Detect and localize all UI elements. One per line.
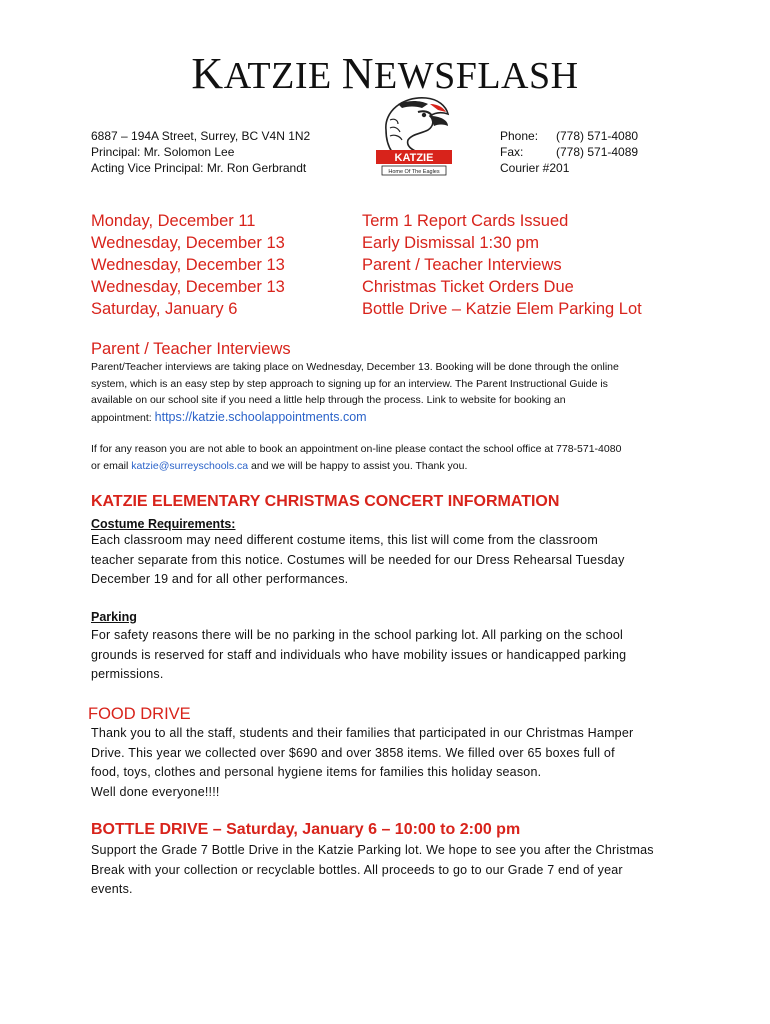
food-drive-text-line: Thank you to all the staff, students and their families that participated in our Christmas Hamper <box>91 726 634 740</box>
interviews-contact-line: If for any reason you are not able to book an appointment on-line please contact the school office at 778-571-4080 <box>91 443 622 455</box>
food-drive-text-line: food, toys, clothes and personal hygiene items for families this holiday season. <box>91 765 542 779</box>
food-drive-paragraph <box>91 724 633 802</box>
food-drive-text-line: Well done everyone!!!! <box>91 784 220 799</box>
courier-line: Courier #201 <box>500 161 570 175</box>
vice-principal-line: Acting Vice Principal: Mr. Ron Gerbrandt <box>91 161 307 175</box>
interviews-contact-paragraph <box>91 441 621 474</box>
event-date: Wednesday, December 13 <box>91 278 285 296</box>
fax-label: Fax: <box>500 145 524 159</box>
event-name: Christmas Ticket Orders Due <box>362 278 574 296</box>
phone-value: (778) 571-4080 <box>556 129 639 143</box>
parking-text-line: permissions. <box>91 667 164 681</box>
title-initial-k: K <box>191 49 224 98</box>
bottle-drive-text-line: events. <box>91 882 133 896</box>
principal-line: Principal: Mr. Solomon Lee <box>91 145 235 159</box>
address-line: 6887 – 194A Street, Surrey, BC V4N 1N2 <box>91 129 311 143</box>
interviews-text-line: available on our school site if you need a little help through the process. Link to website for booking an <box>91 394 566 406</box>
bottle-drive-text-line: Support the Grade 7 Bottle Drive in the Katzie Parking lot. We hope to see you after the Christmas <box>91 843 654 857</box>
food-drive-heading: FOOD DRIVE <box>88 705 191 723</box>
logo-tagline: Home Of The Eagles <box>388 169 440 175</box>
interviews-text-line: system, which is an easy step by step approach to signing up for an interview. The Parent Instructional Guide is <box>91 377 608 390</box>
interviews-text-line <box>91 409 619 427</box>
title-katzie-rest: ATZIE <box>223 55 342 97</box>
school-contact-block <box>500 128 638 176</box>
title-newsflash-rest: EWSFLASH <box>374 55 579 97</box>
costume-paragraph <box>91 531 625 590</box>
event-name: Early Dismissal 1:30 pm <box>362 234 539 252</box>
concert-heading: KATZIE ELEMENTARY CHRISTMAS CONCERT INFORMATION <box>91 493 560 510</box>
email-prefix: or email <box>91 459 132 472</box>
event-date: Wednesday, December 13 <box>91 256 285 274</box>
event-date: Monday, December 11 <box>91 212 256 230</box>
booking-link[interactable]: https://katzie.schoolappointments.com <box>154 409 367 424</box>
event-name: Term 1 Report Cards Issued <box>362 212 569 230</box>
event-name: Parent / Teacher Interviews <box>362 256 562 274</box>
katzie-eagle-logo <box>368 90 460 178</box>
bottle-drive-heading: BOTTLE DRIVE – Saturday, January 6 – 10:00 to 2:00 pm <box>91 821 521 838</box>
food-drive-text-line: Drive. This year we collected over $690 and over 3858 items. We filled over 65 boxes full of <box>91 745 615 760</box>
fax-value: (778) 571-4089 <box>556 145 639 159</box>
email-suffix: and we will be happy to assist you. Thank you. <box>248 459 468 472</box>
interviews-text-line: Parent/Teacher interviews are taking place on Wednesday, December 13. Booking will be done through the online <box>91 361 619 373</box>
phone-label: Phone: <box>500 129 539 143</box>
parking-text-line: For safety reasons there will be no parking in the school parking lot. All parking on the school <box>91 628 623 642</box>
event-date: Saturday, January 6 <box>91 300 238 318</box>
school-address-block <box>91 128 310 176</box>
event-dates-column <box>91 210 285 320</box>
costume-text-line: teacher separate from this notice. Costumes will be needed for our Dress Rehearsal Tuesday <box>91 552 625 567</box>
costume-text-line: Each classroom may need different costume items, this list will come from the classroom <box>91 533 598 547</box>
appointment-label: appointment: <box>91 411 155 424</box>
eagle-icon <box>368 90 460 178</box>
interviews-paragraph <box>91 359 619 426</box>
costume-text-line: December 19 and for all other performances. <box>91 572 349 586</box>
fax-line <box>500 144 638 160</box>
event-name: Bottle Drive – Katzie Elem Parking Lot <box>362 300 642 318</box>
interviews-contact-line <box>91 458 621 475</box>
event-date: Wednesday, December 13 <box>91 234 285 252</box>
parking-text-line: grounds is reserved for staff and individuals who have mobility issues or handicapped parking <box>91 647 627 662</box>
interviews-heading: Parent / Teacher Interviews <box>91 340 291 358</box>
parking-paragraph <box>91 626 626 685</box>
title-initial-n: N <box>341 49 374 98</box>
email-link[interactable]: katzie@surreyschools.ca <box>131 459 249 472</box>
bottle-drive-text-line: Break with your collection or recyclable bottles. All proceeds to go to our Grade 7 end of year <box>91 862 623 877</box>
event-names-column <box>362 210 642 320</box>
costume-requirements-label: Costume Requirements: <box>91 517 236 531</box>
phone-line <box>500 128 638 144</box>
logo-text: KATZIE <box>394 152 434 164</box>
parking-label: Parking <box>91 610 137 624</box>
bottle-drive-paragraph <box>91 841 654 900</box>
